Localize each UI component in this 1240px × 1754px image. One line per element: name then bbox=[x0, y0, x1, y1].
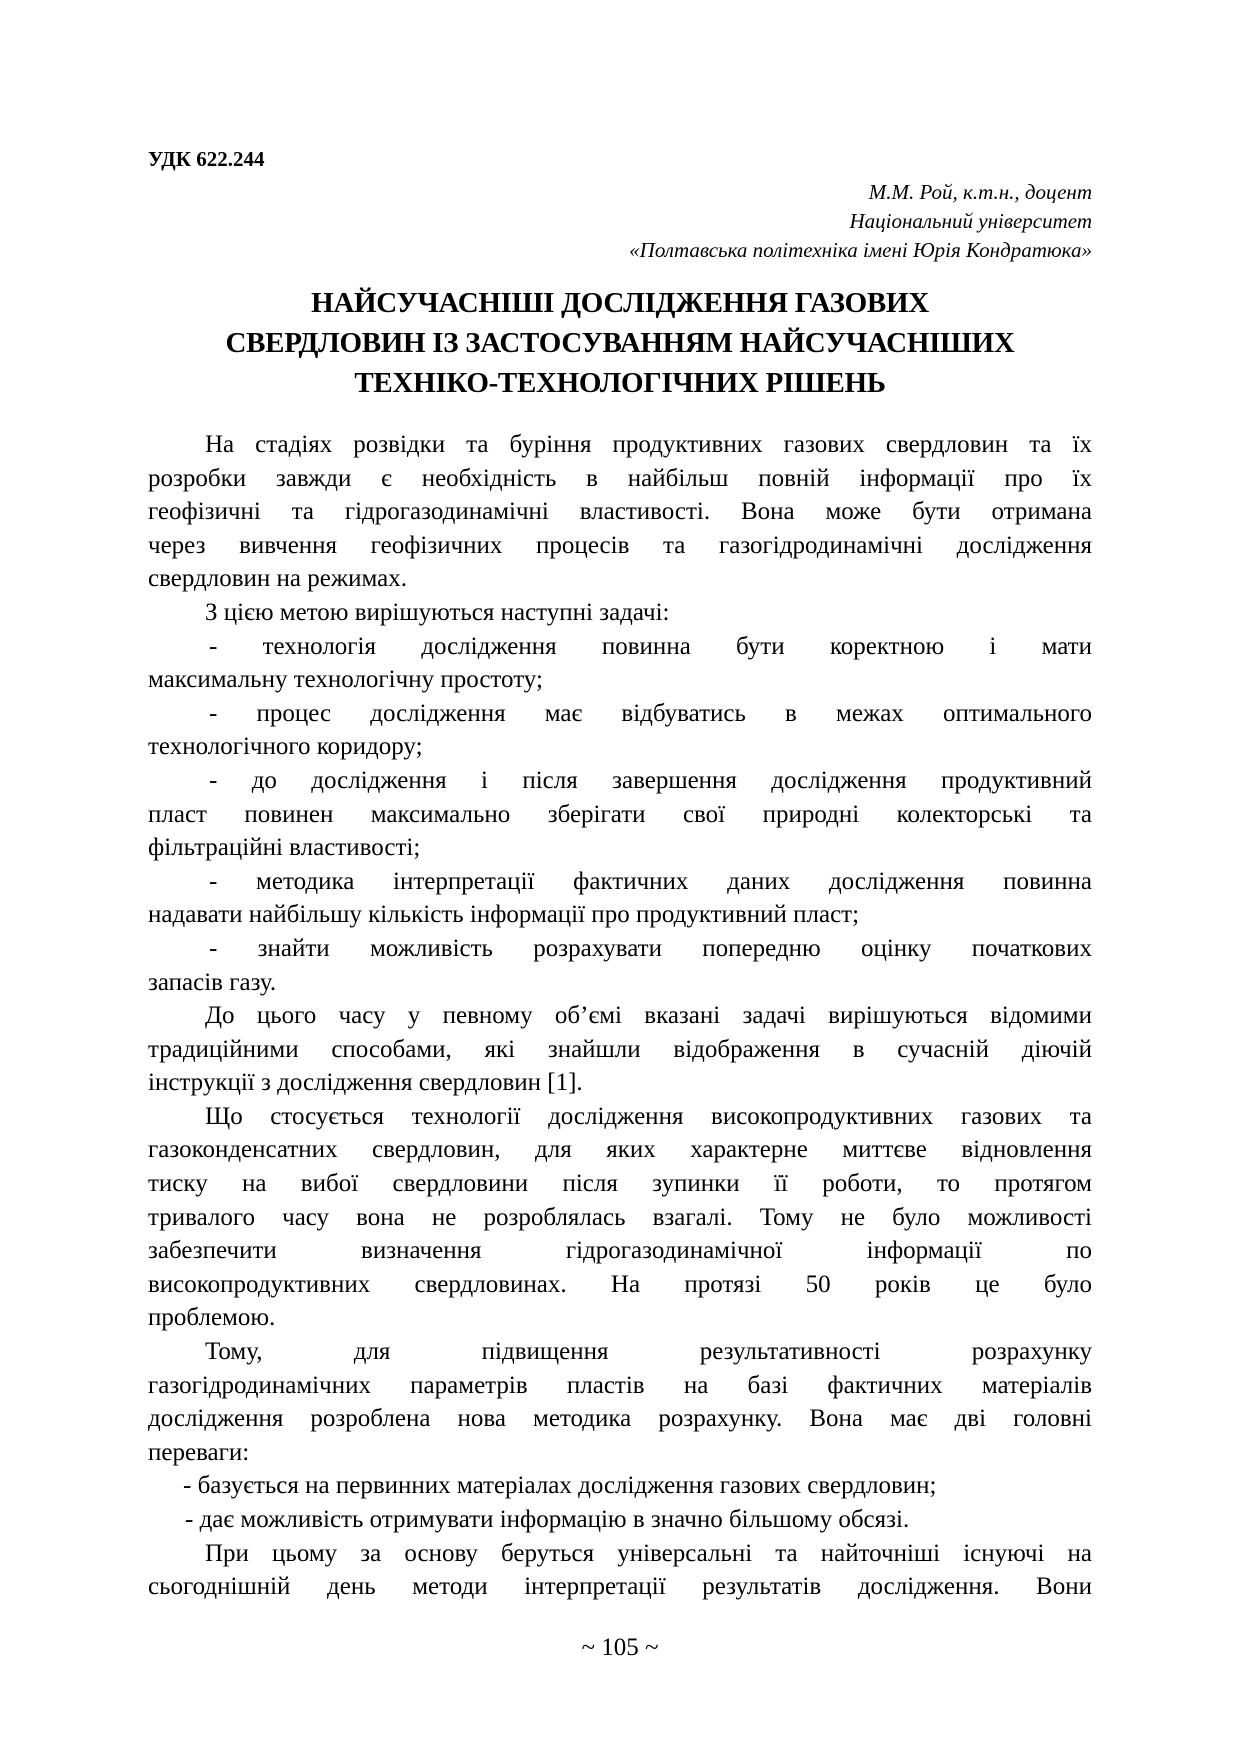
text-line: надавати найбільшу кількість інформації про продуктивний пласт; bbox=[148, 901, 860, 929]
text-line: пласт повинен максимально зберігати свої природні колекторські та bbox=[148, 800, 1092, 828]
author-affiliation: Національний університет bbox=[849, 209, 1092, 233]
text-line: технологічного коридору; bbox=[148, 733, 423, 761]
udc-code: УДК 622.244 bbox=[148, 147, 265, 171]
paragraph bbox=[148, 999, 1092, 1100]
text-line: дослідження розроблена нова методика розрахунку. Вона має дві головні bbox=[148, 1405, 1092, 1433]
paragraph bbox=[148, 764, 1092, 865]
text-line: - базується на первинних матеріалах дослідження газових свердловин; bbox=[183, 1472, 937, 1500]
text-line: переваги: bbox=[148, 1438, 250, 1466]
text-line: сьогоднішній день методи інтерпретації результатів дослідження. Вони bbox=[148, 1573, 1092, 1601]
text-line: геофізичні та гідрогазодинамічні властивості. Вона може бути отримана bbox=[148, 498, 1092, 526]
text-line: На стадіях розвідки та буріння продуктивних газових свердловин та їх bbox=[205, 431, 1092, 458]
text-line: До цього часу у певному об’ємі вказані задачі вирішуються відомими bbox=[205, 1002, 1092, 1030]
text-line: - методика інтерпретації фактичних даних дослідження повинна bbox=[209, 867, 1092, 895]
paragraph bbox=[148, 1503, 1092, 1537]
article-body bbox=[148, 428, 1092, 1604]
text-line: - знайти можливість розрахувати попередню оцінку початкових bbox=[209, 934, 1092, 962]
text-line: розробки завжди є необхідність в найбільш повній інформації про їх bbox=[148, 464, 1092, 492]
title-line: СВЕРДЛОВИН ІЗ ЗАСТОСУВАННЯМ НАЙСУЧАСНІШИХ bbox=[225, 327, 1015, 359]
paragraph bbox=[148, 865, 1092, 932]
text-line: високопродуктивних свердловинах. На протязі 50 років це було bbox=[148, 1270, 1092, 1298]
text-line: Що стосується технології дослідження високопродуктивних газових та bbox=[205, 1102, 1092, 1130]
text-line: При цьому за основу беруться універсальні та найточніші існуючі на bbox=[205, 1539, 1092, 1567]
author-block bbox=[629, 178, 1092, 265]
paragraph bbox=[148, 1537, 1092, 1604]
article-title bbox=[148, 283, 1092, 403]
text-line: забезпечити визначення гідрогазодинамічної інформації по bbox=[148, 1237, 1092, 1265]
author-affiliation-university: «Полтавська політехніка імені Юрія Кондратюка» bbox=[629, 238, 1092, 262]
text-line: - технологія дослідження повинна бути коректною і мати bbox=[209, 632, 1092, 660]
paragraph bbox=[148, 630, 1092, 697]
text-line: - дає можливість отримувати інформацію в значно більшому обсязі. bbox=[185, 1506, 910, 1533]
text-line: через вивчення геофізичних процесів та газогідродинамічні дослідження bbox=[148, 531, 1092, 559]
text-line: газоконденсатних свердловин, для яких характерне миттєве відновлення bbox=[148, 1136, 1092, 1164]
text-line: тривалого часу вона не розроблялась взагалі. Тому не було можливості bbox=[148, 1203, 1092, 1231]
text-line: традиційними способами, які знайшли відображення в сучасній діючій bbox=[148, 1035, 1092, 1063]
paragraph bbox=[148, 697, 1092, 764]
paragraph bbox=[148, 1335, 1092, 1469]
paragraph bbox=[148, 1469, 1092, 1503]
paragraph bbox=[148, 1100, 1092, 1335]
paragraph bbox=[148, 596, 1092, 630]
text-line: З цією метою вирішуються наступні задачі: bbox=[205, 598, 670, 626]
paragraph bbox=[148, 932, 1092, 999]
text-line: запасів газу. bbox=[148, 968, 277, 996]
text-line: тиску на вибої свердловини після зупинки її роботи, то протягом bbox=[148, 1170, 1092, 1198]
text-line: - процес дослідження має відбуватись в межах оптимального bbox=[209, 699, 1092, 727]
text-line: газогідродинамічних параметрів пластів на базі фактичних матеріалів bbox=[148, 1371, 1092, 1399]
title-line: НАЙСУЧАСНІШІ ДОСЛІДЖЕННЯ ГАЗОВИХ bbox=[311, 287, 929, 319]
text-line: максимальну технологічну простоту; bbox=[148, 666, 543, 694]
text-line: свердловин на режимах. bbox=[148, 565, 407, 593]
text-line: проблемою. bbox=[148, 1304, 276, 1332]
title-line: ТЕХНІКО-ТЕХНОЛОГІЧНИХ РІШЕНЬ bbox=[354, 367, 886, 399]
paragraph bbox=[148, 428, 1092, 596]
page-number: ~ 105 ~ bbox=[581, 1634, 659, 1661]
text-line: інструкції з дослідження свердловин [1]. bbox=[148, 1069, 583, 1097]
author-name: М.М. Рой, к.т.н., доцент bbox=[868, 180, 1092, 204]
text-line: - до дослідження і після завершення дослідження продуктивний bbox=[209, 766, 1092, 794]
text-line: Тому, для підвищення результативності розрахунку bbox=[205, 1338, 1092, 1366]
text-line: фільтраційні властивості; bbox=[148, 834, 421, 862]
